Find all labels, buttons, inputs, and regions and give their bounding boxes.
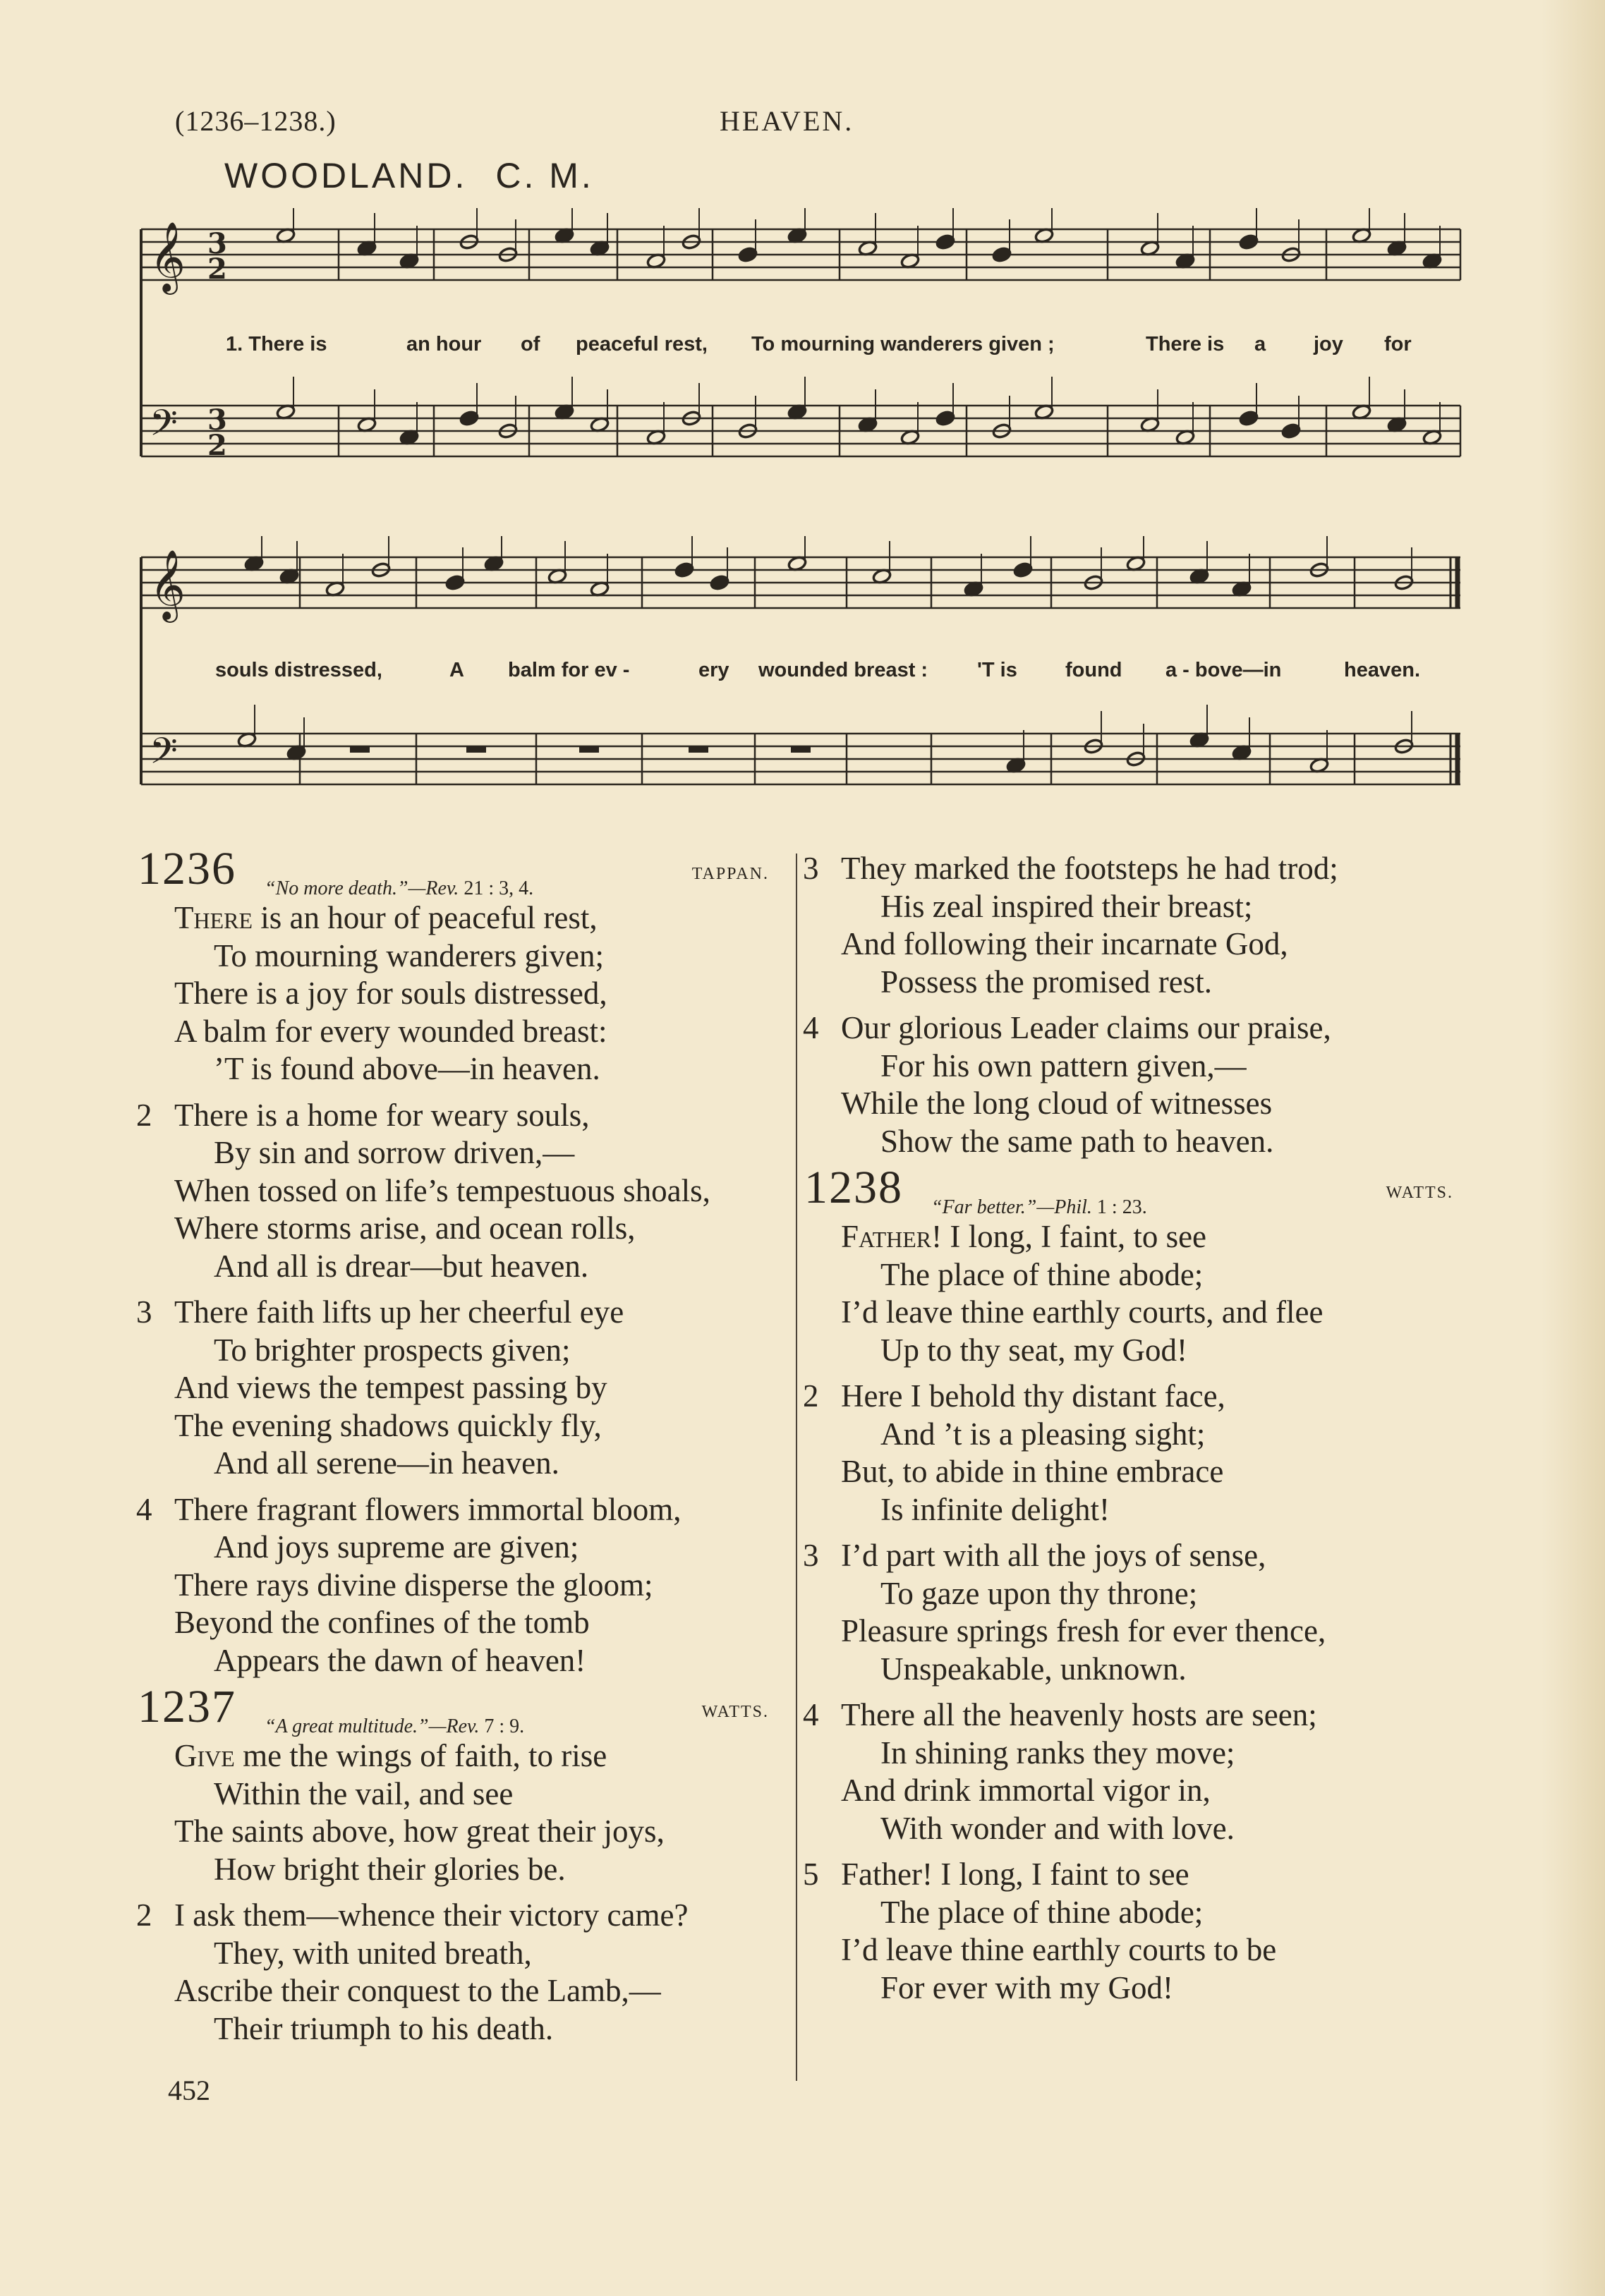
treble-clef-icon: 𝄞 [150,549,186,620]
lyric-syllable: balm for ev - [508,659,630,681]
verse-number: 5 [803,1857,819,1892]
verse-line: For his own pattern given,— [880,1047,1247,1083]
verse-line: The place of thine abode; [880,1256,1204,1292]
scripture-reference: “Far better.”—Phil. 1 : 23. [931,1196,1147,1218]
verse-line: And all serene—in heaven. [214,1445,559,1481]
verse-line: Their triumph to his death. [214,2010,554,2046]
hymn-1237-verses-part-2 [797,850,1474,1160]
verse-number: 4 [136,1491,152,1527]
verse-line: His zeal inspired their breast; [880,888,1253,924]
verse-line: There is a home for weary souls, [174,1097,590,1133]
note-head [738,246,758,262]
verse-line: Father! I long, I faint to see [841,1857,1189,1892]
verse-line: Here I behold thy distant face, [841,1378,1225,1414]
verse-number: 4 [803,1010,819,1045]
verse-line: I’d leave thine earthly courts, and flee [841,1294,1324,1330]
verse-line: For ever with my God! [880,1969,1173,2005]
tune-title [224,155,594,196]
verse-number: 3 [136,1294,152,1330]
time-signature-top: 3 [207,227,227,260]
rest-icon [791,746,811,753]
lyric-syllable: There is [1146,333,1225,356]
verse-line: Up to thy seat, my God! [880,1332,1187,1368]
lyric-syllable: an hour [406,333,482,356]
verse [797,850,1474,1001]
note-head [674,561,694,578]
lyric-syllable: A [449,659,464,681]
verse-line-text: ! I long, I faint, to see [931,1219,1207,1254]
verse-line: But, to abide in thine embrace [841,1454,1224,1489]
verse-line: Show the same path to heaven. [880,1123,1274,1159]
verse-number: 2 [803,1378,819,1414]
verse [797,1856,1474,2007]
verse-line: ’T is found above—in heaven. [214,1051,600,1086]
note-head [1239,410,1259,426]
verse-line: When tossed on life’s tempestuous shoals, [174,1172,710,1208]
scripture-reference: “A great multitude.”—Rev. 7 : 9. [265,1715,525,1737]
verse-line: There fragrant flowers immortal bloom, [174,1491,682,1527]
verse-line: Ascribe their conquest to the Lamb,— [174,1973,661,2008]
verse-number: 3 [803,1538,819,1573]
hymn-heading [797,1162,1474,1218]
verse-line: They, with united breath, [214,1935,532,1971]
hymn-1238-verses [797,1218,1474,2007]
verse-line: In shining ranks they move; [880,1735,1235,1770]
verse-number: 4 [803,1697,819,1732]
verse [797,1696,1474,1847]
verse-line: They marked the footsteps he had trod; [841,851,1338,886]
lyric-syllable: found [1065,659,1122,681]
lyric-syllable: heaven. [1344,659,1420,681]
verse-line: To brighter prospects given; [214,1332,571,1368]
verse-line: A balm for every wounded breast: [174,1013,607,1049]
lyric-syllable: ery [698,659,729,681]
verse-line: Within the vail, and see [214,1775,514,1811]
verse-line: There is a joy for souls distressed, [174,976,607,1011]
note-head [445,574,465,590]
lyric-syllable: wounded breast : [758,659,928,681]
right-column [797,850,1474,2015]
verse-line: I’d leave thine earthly courts to be [841,1932,1277,1967]
verse-line [131,1737,790,1775]
verse-number: 2 [136,1897,152,1933]
hymn-author: WATTS. [701,1703,769,1721]
verse-line: Where storms arise, and ocean rolls, [174,1210,636,1246]
hymn-heading [131,843,790,899]
verse [131,1897,790,2048]
verse [131,1097,790,1286]
verse-line: By sin and sorrow driven,— [214,1135,575,1170]
verse [131,899,790,1088]
lyric-syllable: a [1254,333,1266,356]
lyric-syllable: 'T is [977,659,1017,681]
lyric-syllable: souls distressed, [215,659,382,681]
verse [797,1537,1474,1688]
verse-opening-word: Give [174,1738,235,1773]
verse-opening-word: Father [841,1219,932,1254]
note-head [1239,233,1259,250]
verse [797,1009,1474,1160]
verse-line: I’d part with all the joys of sense, [841,1538,1266,1573]
verse-line: And drink immortal vigor in, [841,1773,1211,1808]
rest-icon [689,746,708,753]
note-head [710,574,729,590]
verse-line-text: is an hour of peaceful rest, [260,900,598,935]
verse-line: There faith lifts up her cheerful eye [174,1294,624,1330]
lyric-syllable: for [1384,333,1412,356]
verse-opening-word: There [174,900,253,935]
verse [797,1378,1474,1529]
verse-line: While the long cloud of witnesses [841,1086,1273,1121]
rest-icon [466,746,486,753]
lyric-syllable: peaceful rest, [576,333,708,356]
lyric-syllable: To mourning wanderers given ; [751,333,1055,356]
note-head [935,410,955,426]
hymn-author: WATTS. [1386,1184,1453,1202]
verse-line: With wonder and with love. [880,1810,1235,1846]
verse [131,1491,790,1680]
verse-line: There rays divine disperse the gloom; [174,1567,653,1603]
verse-line [797,1218,1474,1256]
verse-line: Unspeakable, unknown. [880,1651,1187,1687]
note-head [992,246,1012,262]
verse-line: Possess the promised rest. [880,964,1212,1000]
hymn-number: 1236 [138,843,236,894]
tune-meter: C. M. [495,156,594,195]
hymn-author: TAPPAN. [691,865,769,883]
bass-clef-icon: 𝄢 [150,401,178,453]
note-head [1013,561,1033,578]
note-head [935,233,955,250]
verse [797,1218,1474,1369]
verse-number: 3 [803,851,819,886]
hymn-number: 1237 [138,1681,236,1732]
lyric-syllable: 1. There is [226,333,327,356]
hymn-1237-verses-part-1 [131,1737,790,2048]
rest-icon [350,746,370,753]
verse-line: Is infinite delight! [880,1491,1110,1527]
verse-line: I ask them—whence their victory came? [174,1897,689,1933]
time-signature-top: 3 [207,403,227,437]
verse-line: There all the heavenly hosts are seen; [841,1697,1317,1732]
hymn-range-header: (1236–1238.) [175,105,337,137]
verse [131,1737,790,1888]
verse-line: And views the tempest passing by [174,1370,607,1405]
verse-line: Beyond the confines of the tomb [174,1605,590,1640]
hymn-heading [131,1681,790,1737]
verse-line-text: me the wings of faith, to rise [243,1738,607,1773]
verse-line: And following their incarnate God, [841,926,1288,961]
page-edge-shading [1542,0,1605,2296]
treble-clef-icon: 𝄞 [150,221,186,292]
verse-line: The saints above, how great their joys, [174,1814,665,1849]
verse-line: The place of thine abode; [880,1894,1204,1930]
note-head [1281,423,1301,439]
lyric-syllable: of [521,333,540,356]
section-title: HEAVEN. [720,105,854,137]
verse-line [131,899,790,937]
verse-line: To gaze upon thy throne; [880,1575,1198,1611]
lyric-syllable: a - bove—in [1165,659,1282,681]
verse-line: Appears the dawn of heaven! [214,1642,586,1678]
verse-line: And all is drear—but heaven. [214,1248,589,1284]
time-signature-bottom: 2 [207,253,227,286]
tune-name: WOODLAND. [224,156,468,195]
verse-line: The evening shadows quickly fly, [174,1407,602,1443]
verse-number: 2 [136,1097,152,1133]
verse-line: Pleasure springs fresh for ever thence, [841,1613,1326,1648]
hymn-number: 1238 [804,1162,903,1213]
time-signature-bottom: 2 [207,429,227,462]
scripture-reference: “No more death.”—Rev. 21 : 3, 4. [265,877,534,899]
verse-line: How bright their glories be. [214,1851,566,1887]
verse-line: To mourning wanderers given; [214,937,604,973]
note-head [459,410,479,426]
verse [131,1294,790,1483]
verse-line: And joys supreme are given; [214,1529,579,1565]
left-column [131,843,790,2056]
lyric-syllable: joy [1314,333,1343,356]
verse-line: And ’t is a pleasing sight; [880,1416,1206,1452]
verse-line: Our glorious Leader claims our praise, [841,1010,1331,1045]
page-number: 452 [168,2075,210,2106]
hymn-1236-verses [131,899,790,1680]
bass-clef-icon: 𝄢 [150,729,178,781]
rest-icon [579,746,599,753]
